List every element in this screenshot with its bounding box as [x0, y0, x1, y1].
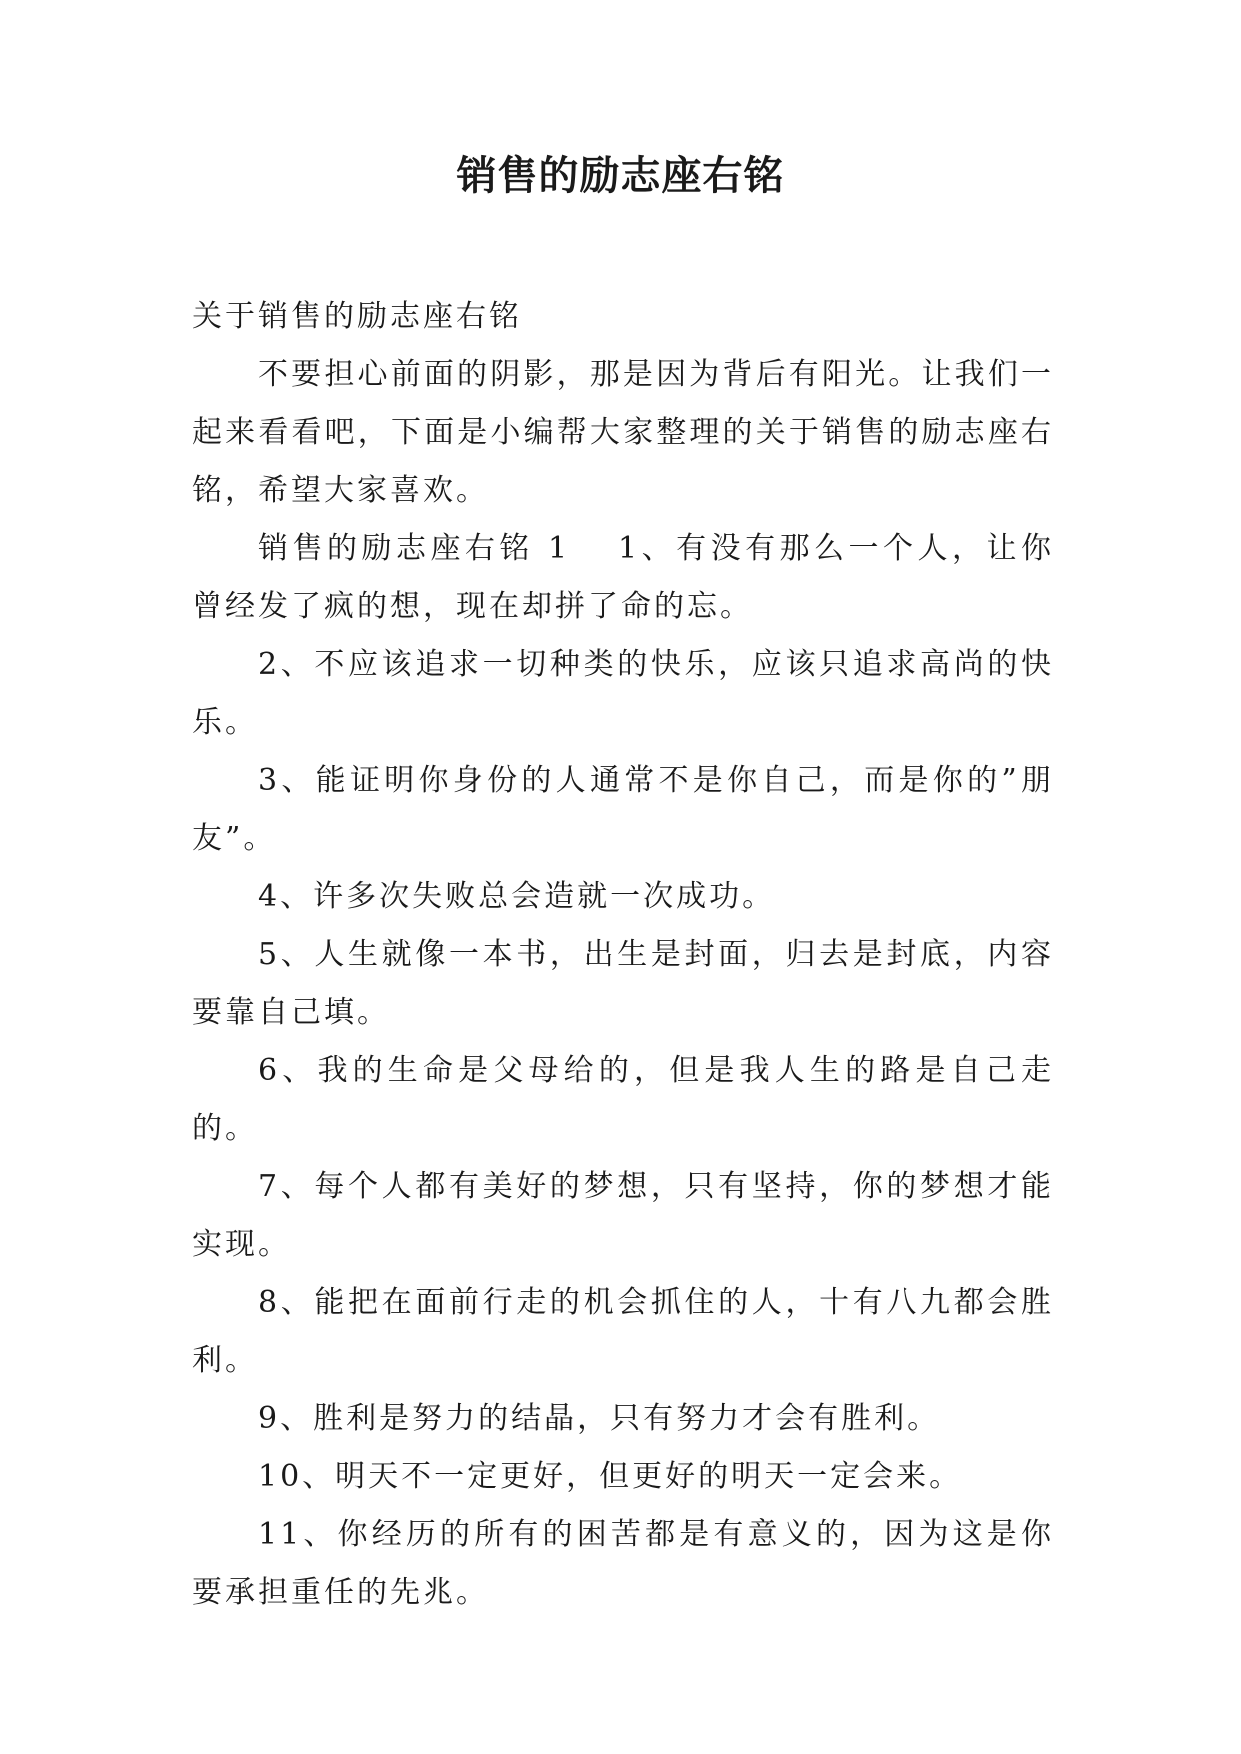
list-item: 10、明天不一定更好，但更好的明天一定会来。	[258, 1459, 963, 1494]
document-subtitle: 关于销售的励志座右铭	[192, 299, 522, 334]
list-item: 11、你经历的所有的困苦都是有意义的，因为这是你要承担重任的先兆。	[192, 1517, 1054, 1610]
intro-paragraph: 不要担心前面的阴影，那是因为背后有阳光。让我们一起来看看吧，下面是小编帮大家整理的关于销售的励志座右铭，希望大家喜欢。	[192, 357, 1054, 508]
list-item: 5、人生就像一本书，出生是封面，归去是封底，内容要靠自己填。	[192, 937, 1054, 1030]
list-item: 2、不应该追求一切种类的快乐，应该只追求高尚的快乐。	[192, 647, 1054, 740]
list-item: 3、能证明你身份的人通常不是你自己，而是你的”朋友”。	[192, 763, 1054, 856]
list-item: 6、我的生命是父母给的，但是我人生的路是自己走的。	[192, 1053, 1054, 1146]
section-heading: 销售的励志座右铭 1	[258, 531, 571, 566]
list-item: 7、每个人都有美好的梦想，只有坚持，你的梦想才能实现。	[192, 1169, 1054, 1262]
list-item: 1、有没有那么一个人，让你曾经发了疯的想，现在却拼了命的忘。	[192, 531, 1054, 624]
document-body	[192, 288, 1054, 1622]
list-item: 8、能把在面前行走的机会抓住的人，十有八九都会胜利。	[192, 1285, 1054, 1378]
list-item: 9、胜利是努力的结晶，只有努力才会有胜利。	[258, 1401, 941, 1436]
section-paragraph	[192, 520, 1054, 636]
list-item: 4、许多次失败总会造就一次成功。	[258, 879, 776, 914]
document-title: 销售的励志座右铭	[456, 153, 785, 199]
